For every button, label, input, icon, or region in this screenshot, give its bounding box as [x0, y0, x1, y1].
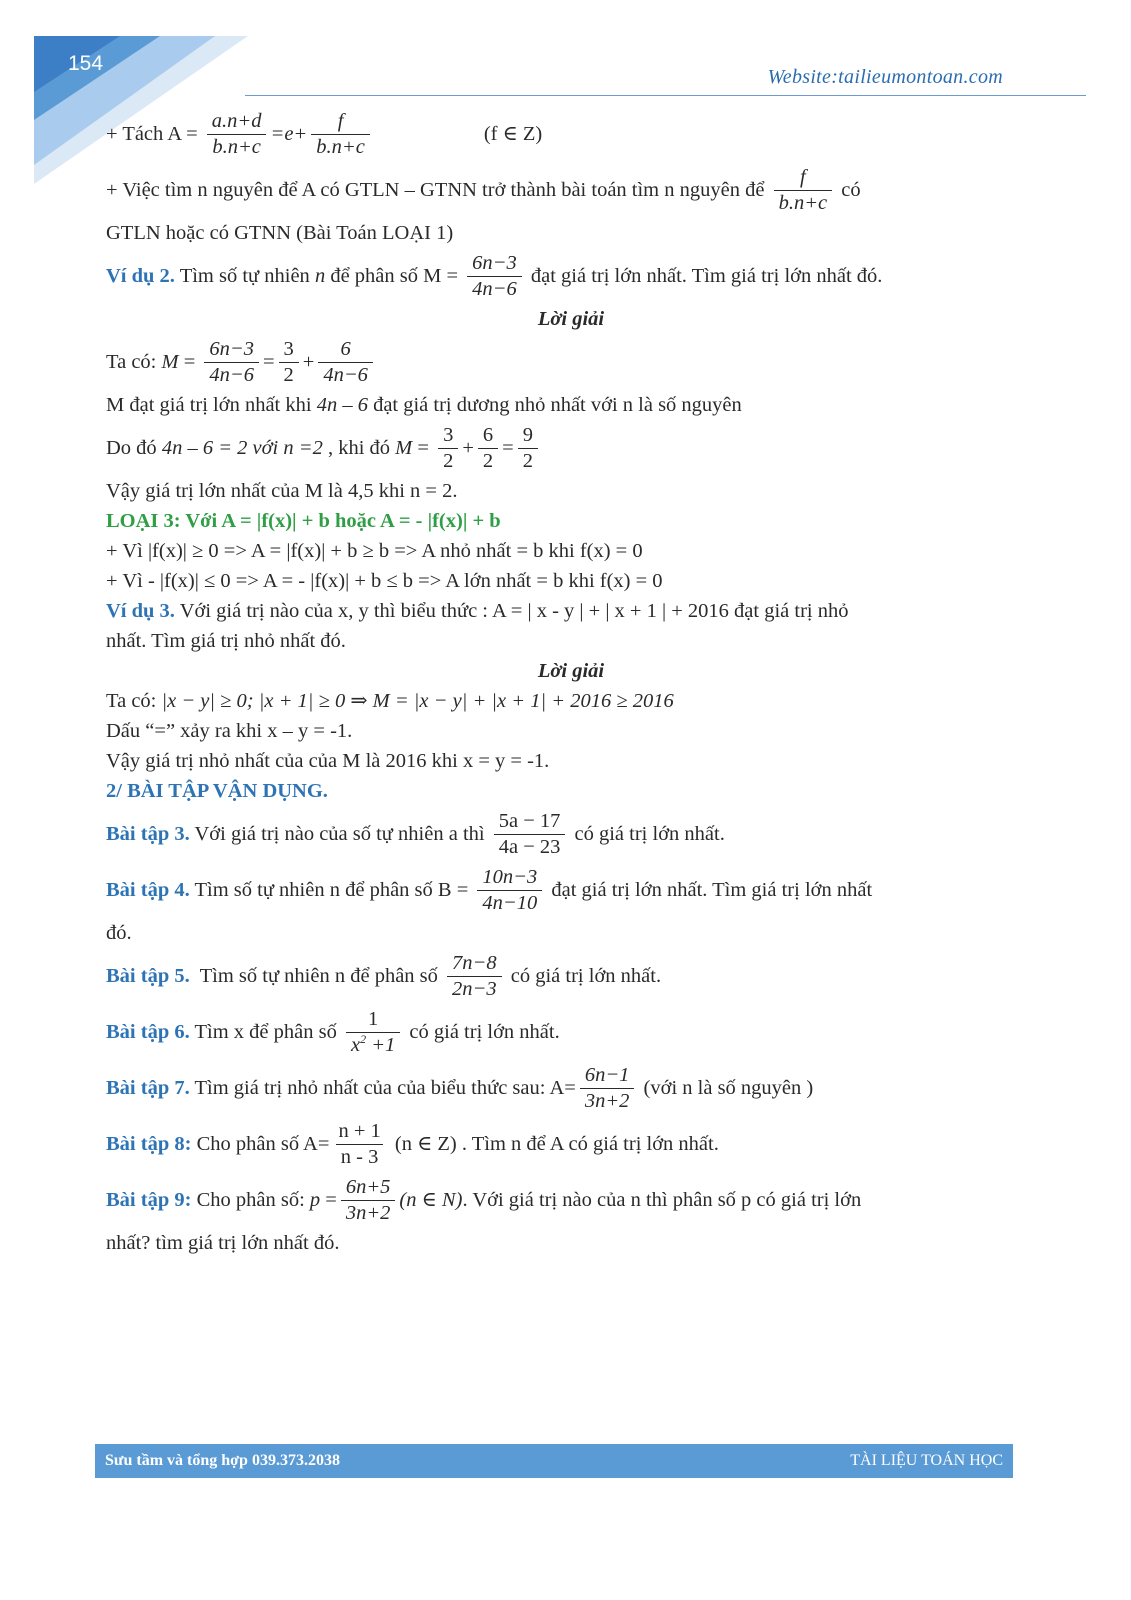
paragraph [106, 218, 1036, 248]
condition: (f ∈ Z) [483, 123, 543, 145]
text: nhất. Tìm giá trị nhỏ nhất đó. [106, 630, 346, 652]
denominator: 4n−6 [467, 276, 522, 301]
equation [106, 686, 1036, 716]
text: Tìm giá trị nhỏ nhất của của biểu thức sau: A= [189, 1077, 576, 1099]
equation: Ta có: M = $\frac{6n-3}{4n-6}$ = $\frac{3}{2}$ + $\frac{6}{4n-6}$ [106, 334, 1036, 390]
text: đạt giá trị lớn nhất. Tìm giá trị lớn nhất đó. [525, 265, 883, 287]
numerator: 6n−3 [209, 337, 254, 360]
numerator: 9 [522, 423, 533, 446]
numerator: 7n−8 [452, 951, 497, 974]
fraction [279, 338, 299, 386]
split-line [106, 106, 1036, 162]
exercise-9: Bài tập 9: Cho phân số: p = $\frac{6n+5}{3n+2}$ (n ∈ N) . Với giá trị nào của n thì phân số p có giá trị lớn [106, 1175, 862, 1224]
exercise-4 [106, 862, 1036, 918]
fraction [333, 1120, 385, 1168]
solution-heading [106, 304, 1036, 334]
base: x [350, 1033, 361, 1056]
text: (với n là số nguyên ) [638, 1077, 814, 1099]
fraction [518, 424, 538, 472]
fraction [318, 338, 373, 386]
denominator: 2 [478, 448, 498, 473]
text: 4n – 6 [316, 394, 368, 416]
numerator: f [800, 165, 806, 188]
page-content [106, 106, 1036, 1258]
denominator: b.n+c [207, 134, 266, 159]
solution-heading [106, 656, 1036, 686]
text: Vậy giá trị lớn nhất của M là 4,5 khi n = 2. [106, 480, 458, 502]
example-2 [106, 248, 1036, 304]
denominator: 4n−10 [477, 890, 542, 915]
text: M đạt giá trị lớn nhất khi [106, 394, 317, 416]
numerator: 10n−3 [482, 865, 538, 888]
text: Cho phân số: [191, 1189, 310, 1211]
text: Tìm số tự nhiên [174, 265, 315, 287]
numerator: 6n−1 [584, 1063, 630, 1086]
paragraph [106, 476, 1036, 506]
text: + Việc tìm n nguyên để A có GTLN – GTNN trở thành bài toán tìm n nguyên để [106, 179, 770, 201]
text: Tìm số tự nhiên n để phân số [189, 965, 444, 987]
fraction [447, 952, 502, 1000]
exercise-3 [106, 806, 1036, 862]
text: Do đó [106, 437, 162, 459]
text: có giá trị lớn nhất. [569, 823, 725, 845]
fraction [311, 110, 370, 158]
text: có [836, 179, 861, 201]
exercise-label: Bài tập 8: [106, 1133, 192, 1155]
type-3-heading [106, 506, 1036, 536]
fraction [478, 424, 498, 472]
fraction [774, 166, 833, 214]
paragraph [106, 1228, 1036, 1258]
condition: (n ∈ N) [399, 1189, 463, 1211]
text: M [161, 351, 179, 373]
text: +1 [366, 1033, 396, 1056]
paragraph [106, 566, 1036, 596]
numerator: 6n+5 [345, 1175, 391, 1198]
example-label: Ví dụ 2. [106, 265, 175, 287]
page-number: 154 [68, 52, 104, 75]
text: n [314, 265, 326, 287]
text: + Vì - |f(x)| ≤ 0 => A = - |f(x)| + b ≤ b => A lớn nhất = b khi f(x) = 0 [106, 570, 663, 592]
denominator: 4n−6 [204, 362, 259, 387]
paragraph [106, 918, 1036, 948]
numerator: 6 [482, 423, 494, 446]
fraction [580, 1064, 635, 1112]
text: Cho phân số A= [191, 1133, 330, 1155]
text: + Tách A = [106, 123, 203, 145]
numerator: f [337, 109, 344, 132]
numerator: a.n+d [211, 109, 262, 132]
text: đạt giá trị lớn nhất. Tìm giá trị lớn nhất [546, 879, 873, 901]
exercise-label: Bài tập 6. [106, 1021, 190, 1043]
text: có giá trị lớn nhất. [505, 965, 662, 987]
denominator: n - 3 [336, 1144, 384, 1169]
text: . Với giá trị nào của n thì phân số p có giá trị lớn [462, 1189, 862, 1211]
text: Vậy giá trị nhỏ nhất của của M là 2016 khi x = y = -1. [106, 750, 550, 772]
fraction [438, 424, 458, 472]
denominator: 2 [438, 448, 458, 473]
text: (n ∈ Z) . Tìm n để A có giá trị lớn nhất. [389, 1133, 719, 1155]
text: 4n – 6 = 2 với n =2 [161, 437, 323, 459]
numerator: 3 [443, 423, 454, 446]
footer-right-text: TÀI LIỆU TOÁN HỌC [850, 1452, 1003, 1469]
paragraph [106, 536, 1036, 566]
header-rule [245, 95, 1086, 96]
text: + Vì |f(x)| ≥ 0 => A = |f(x)| + b ≥ b => A nhỏ nhất = b khi f(x) = 0 [106, 540, 643, 562]
footer-bar [95, 1444, 1013, 1478]
text: Với giá trị nào của x, y thì biểu thức : A = | x - y | + | x + 1 | + 2016 đạt giá trị nhỏ [174, 600, 849, 622]
heading: Lời giải [537, 308, 605, 330]
fraction [494, 810, 566, 858]
paragraph [106, 162, 1036, 218]
numerator: n + 1 [338, 1119, 381, 1142]
text: có giá trị lớn nhất. [404, 1021, 560, 1043]
paragraph [106, 746, 1036, 776]
denominator: 3n+2 [341, 1200, 396, 1225]
denominator: 4n−6 [318, 362, 373, 387]
heading: 2/ BÀI TẬP VẬN DỤNG. [106, 780, 328, 802]
exercise-6 [106, 1004, 1036, 1060]
text: Ta có: [106, 351, 162, 373]
denominator: b.n+c [774, 190, 833, 215]
exercise-label: Bài tập 4. [106, 879, 190, 901]
exercise-label: Bài tập 7. [106, 1077, 190, 1099]
fraction [467, 252, 522, 300]
text: Ta có: [106, 690, 162, 712]
paragraph [106, 716, 1036, 746]
equation: Do đó 4n – 6 = 2 với n =2 , khi đó M = $\frac{3}{2}$ + $\frac{6}{2}$ = $\frac{9}{2}$ [106, 420, 1036, 476]
text: Tìm x để phân số [189, 1021, 342, 1043]
denominator: 3n+2 [580, 1088, 635, 1113]
exercise-7 [106, 1060, 1036, 1116]
text: đạt giá trị dương nhỏ nhất với n là số nguyên [367, 394, 742, 416]
text: M [395, 437, 413, 459]
text: để phân số M = [325, 265, 464, 287]
fraction [204, 338, 259, 386]
exercise-label: Bài tập 5. [106, 965, 190, 987]
fraction [341, 1176, 396, 1224]
denominator: 2n−3 [447, 976, 502, 1001]
text: =e+ [270, 123, 308, 145]
heading: LOẠI 3: Với A = |f(x)| + b hoặc A = - |f(x)| + b [106, 510, 501, 532]
text: , khi đó [322, 437, 396, 459]
text: |x − y| ≥ 0; |x + 1| ≥ 0 ⇒ M = |x − y| + |x + 1| + 2016 ≥ 2016 [161, 690, 674, 712]
example-label: Ví dụ 3. [106, 600, 175, 622]
section-heading [106, 776, 1036, 806]
footer-left-text: Sưu tầm và tổng hợp 039.373.2038 [105, 1452, 340, 1469]
heading: Lời giải [537, 660, 605, 682]
website-label: Website:tailieumontoan.com [767, 66, 1003, 88]
text: nhất? tìm giá trị lớn nhất đó. [106, 1232, 340, 1254]
exercise-5 [106, 948, 1036, 1004]
denominator: 2 [518, 448, 538, 473]
text: p [309, 1189, 321, 1211]
paragraph [106, 390, 1036, 420]
denominator [346, 1032, 400, 1057]
text: đó. [106, 922, 132, 944]
numerator: 3 [283, 337, 294, 360]
denominator: 2 [279, 362, 299, 387]
exercise-label: Bài tập 9: [106, 1189, 192, 1211]
exercise-label: Bài tập 3. [106, 823, 190, 845]
fraction [477, 866, 542, 914]
numerator: 1 [367, 1007, 379, 1030]
text: Tìm số tự nhiên n để phân số B = [189, 879, 474, 901]
fraction [207, 110, 267, 158]
paragraph [106, 626, 1036, 656]
text: Với giá trị nào của số tự nhiên a thì [189, 823, 490, 845]
numerator: 6n−3 [472, 251, 517, 274]
exercise-8 [106, 1116, 1036, 1172]
exponent: 2 [360, 1031, 367, 1046]
denominator: b.n+c [311, 134, 370, 159]
denominator: 4a − 23 [494, 834, 566, 859]
text: GTLN hoặc có GTNN (Bài Toán LOẠI 1) [106, 222, 454, 244]
example-3 [106, 596, 1036, 626]
numerator: 5a − 17 [498, 809, 561, 832]
fraction [346, 1008, 400, 1056]
numerator: 6 [340, 337, 351, 360]
text: Dấu “=” xảy ra khi x – y = -1. [106, 720, 353, 742]
